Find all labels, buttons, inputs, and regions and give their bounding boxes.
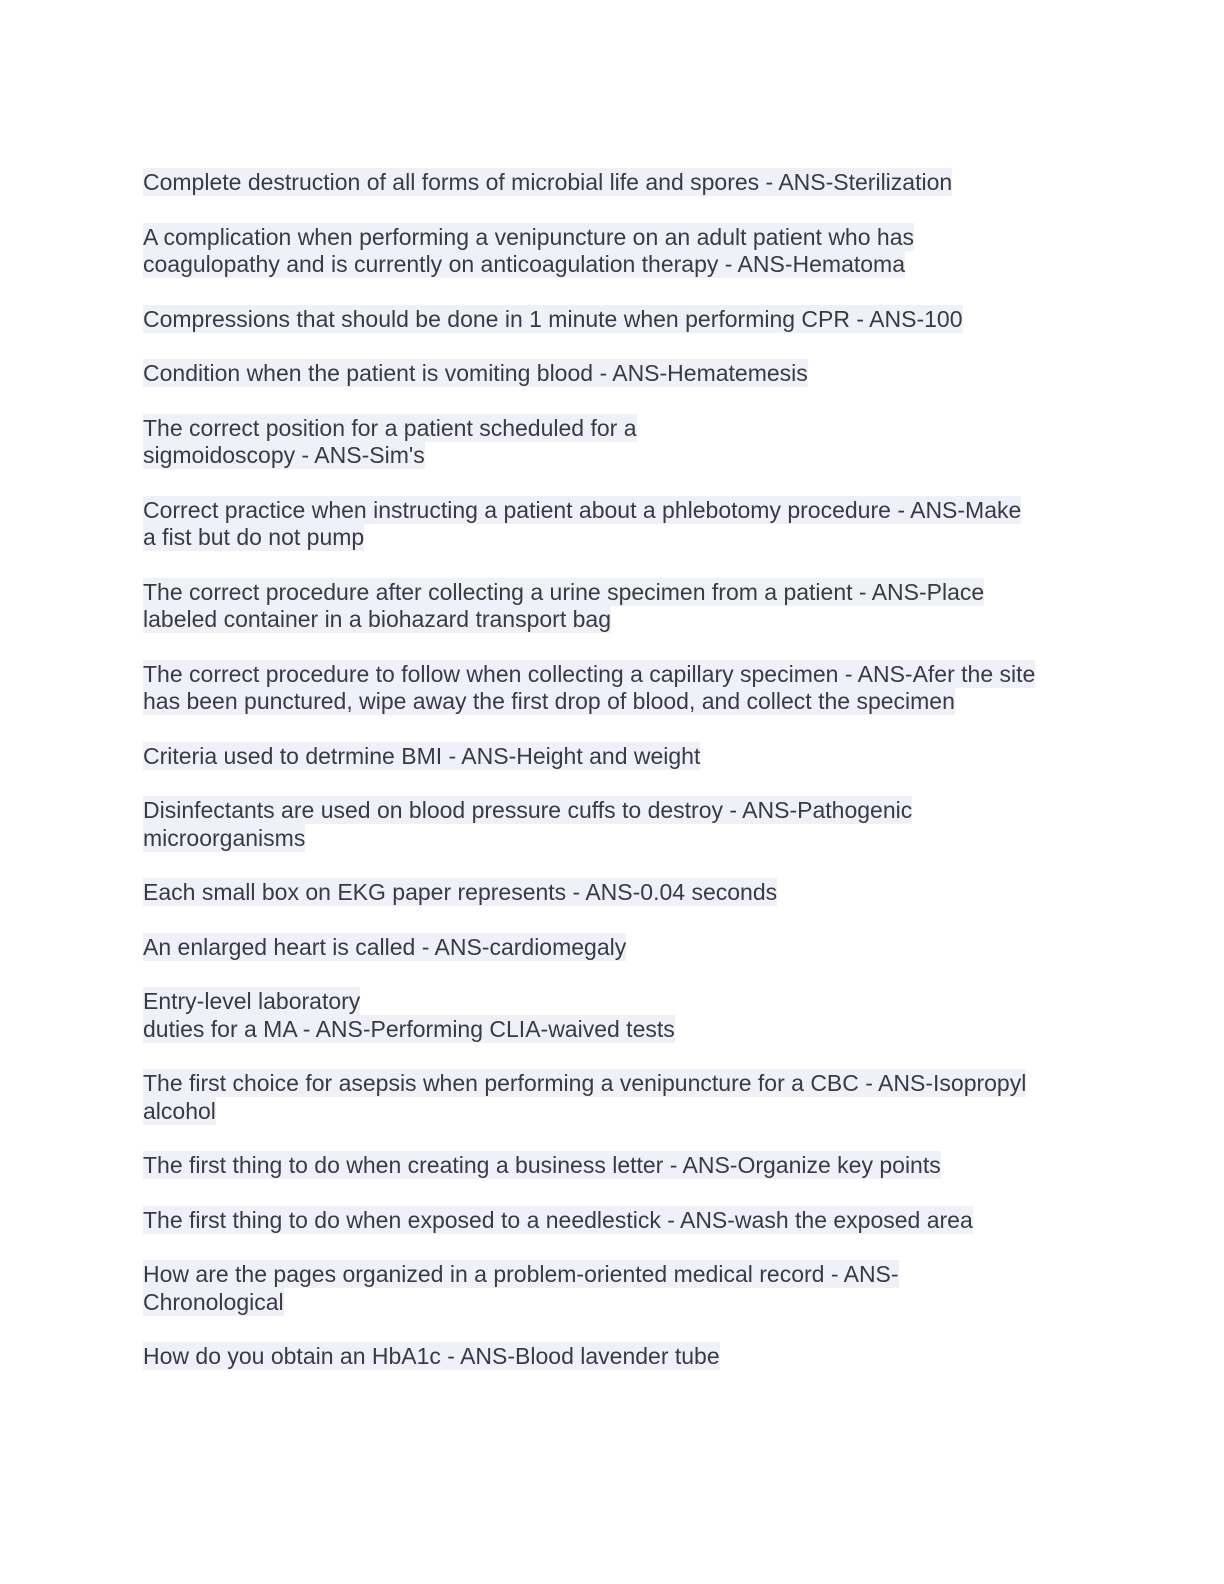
- qa-entry: [143, 988, 1083, 1043]
- qa-text-line: The first thing to do when exposed to a needlestick - ANS-wash the exposed area: [143, 1206, 973, 1233]
- qa-text-line: How are the pages organized in a problem-oriented medical record - ANS-: [143, 1261, 899, 1287]
- qa-entry: [143, 879, 1083, 907]
- qa-text-line: Chronological: [143, 1288, 284, 1315]
- qa-text-line: An enlarged heart is called - ANS-cardiomegaly: [143, 933, 627, 960]
- qa-text-line: Disinfectants are used on blood pressure cuffs to destroy - ANS-Pathogenic: [143, 797, 913, 823]
- qa-text-line: Correct practice when instructing a patient about a phlebotomy procedure - ANS-Make: [143, 496, 1022, 523]
- qa-text-line: has been punctured, wipe away the first drop of blood, and collect the specimen: [143, 688, 955, 714]
- qa-text-line: Compressions that should be done in 1 minute when performing CPR - ANS-100: [143, 305, 963, 332]
- qa-text-line: The correct procedure after collecting a urine specimen from a patient - ANS-Place: [143, 578, 985, 605]
- qa-entry: [143, 1343, 1083, 1371]
- qa-entry: [143, 169, 1083, 197]
- qa-text-line: sigmoidoscopy - ANS-Sim's: [143, 442, 425, 468]
- qa-text-line: Condition when the patient is vomiting blood - ANS-Hematemesis: [143, 360, 808, 386]
- qa-text-line: labeled container in a biohazard transport bag: [143, 606, 611, 632]
- qa-entry: [143, 1070, 1083, 1125]
- qa-text-line: Criteria used to detrmine BMI - ANS-Height and weight: [143, 742, 701, 769]
- qa-text-line: How do you obtain an HbA1c - ANS-Blood lavender tube: [143, 1343, 720, 1369]
- qa-entry: [143, 360, 1083, 388]
- qa-text-line: The correct procedure to follow when collecting a capillary specimen - ANS-Afer the site: [143, 660, 1036, 687]
- qa-text-line: The first choice for asepsis when performing a venipuncture for a CBC - ANS-Isopropyl: [143, 1070, 1027, 1096]
- qa-text-line: The first thing to do when creating a business letter - ANS-Organize key points: [143, 1152, 941, 1178]
- qa-entry: [143, 743, 1083, 771]
- qa-text-line: Complete destruction of all forms of microbial life and spores - ANS-Sterilization: [143, 169, 953, 195]
- qa-entry: [143, 1207, 1083, 1235]
- qa-text-line: A complication when performing a venipuncture on an adult patient who has: [143, 223, 914, 250]
- qa-entry: [143, 661, 1083, 716]
- qa-entry: [143, 415, 1083, 470]
- qa-text-line: The correct position for a patient scheduled for a: [143, 414, 637, 441]
- qa-text-line: duties for a MA - ANS-Performing CLIA-waived tests: [143, 1015, 675, 1042]
- qa-list: [143, 169, 1083, 1398]
- qa-entry: [143, 579, 1083, 634]
- qa-text-line: alcohol: [143, 1097, 216, 1124]
- qa-text-line: microorganisms: [143, 824, 306, 851]
- qa-text-line: Each small box on EKG paper represents - ANS-0.04 seconds: [143, 879, 778, 905]
- qa-entry: [143, 306, 1083, 334]
- qa-text-line: coagulopathy and is currently on anticoagulation therapy - ANS-Hematoma: [143, 251, 905, 277]
- qa-entry: [143, 934, 1083, 962]
- qa-entry: [143, 224, 1083, 279]
- qa-entry: [143, 1152, 1083, 1180]
- qa-entry: [143, 1261, 1083, 1316]
- qa-text-line: a fist but do not pump: [143, 524, 365, 550]
- qa-entry: [143, 497, 1083, 552]
- qa-text-line: Entry-level laboratory: [143, 988, 361, 1014]
- qa-entry: [143, 797, 1083, 852]
